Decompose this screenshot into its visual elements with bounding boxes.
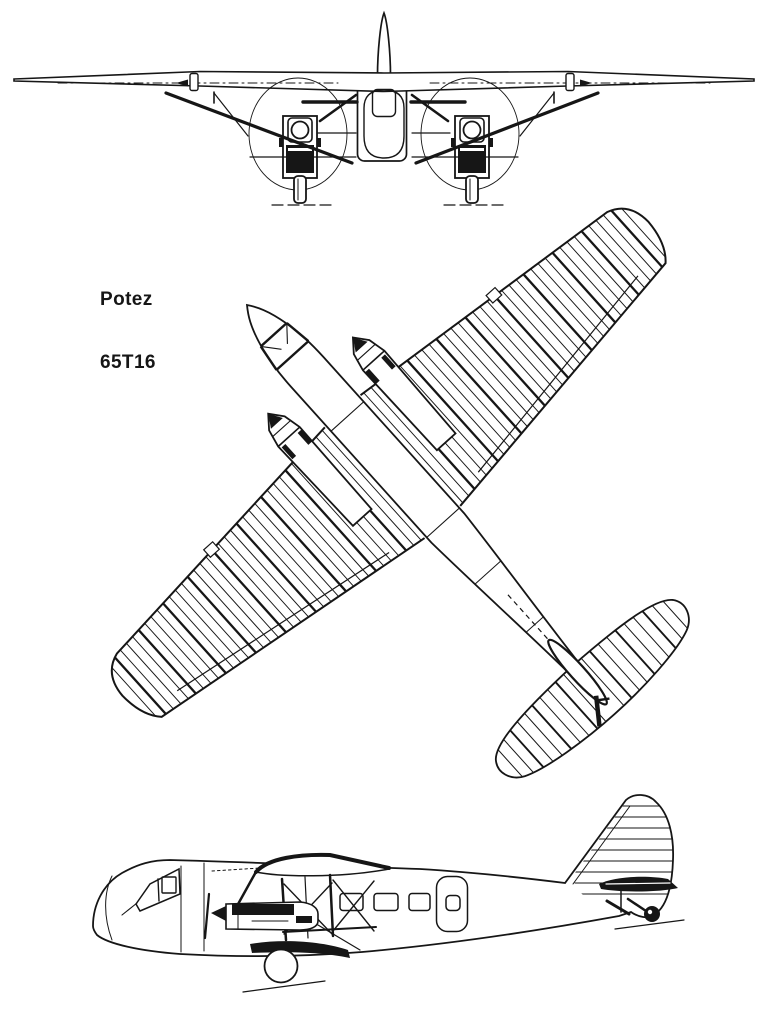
- side-door: [437, 877, 468, 932]
- side-window-3: [409, 894, 430, 911]
- front-engine-right: [444, 116, 504, 205]
- front-wing-marker-left: [190, 74, 198, 91]
- side-view: [93, 795, 684, 992]
- front-wing-marker-right: [566, 74, 574, 91]
- side-main-wheel: [265, 950, 298, 983]
- title-block: [100, 247, 156, 394]
- front-engine-left: [272, 116, 332, 205]
- front-fin: [378, 13, 391, 76]
- front-wheel-right: [466, 176, 478, 203]
- side-window-2: [374, 894, 398, 911]
- aircraft-name: Potez: [100, 289, 153, 310]
- front-view: [14, 13, 754, 205]
- aircraft-variant: 65T16: [100, 352, 156, 373]
- side-tail-wheel: [644, 906, 660, 922]
- front-wheel-left: [294, 176, 306, 203]
- side-fuselage: [93, 795, 673, 956]
- front-wing: [14, 72, 754, 92]
